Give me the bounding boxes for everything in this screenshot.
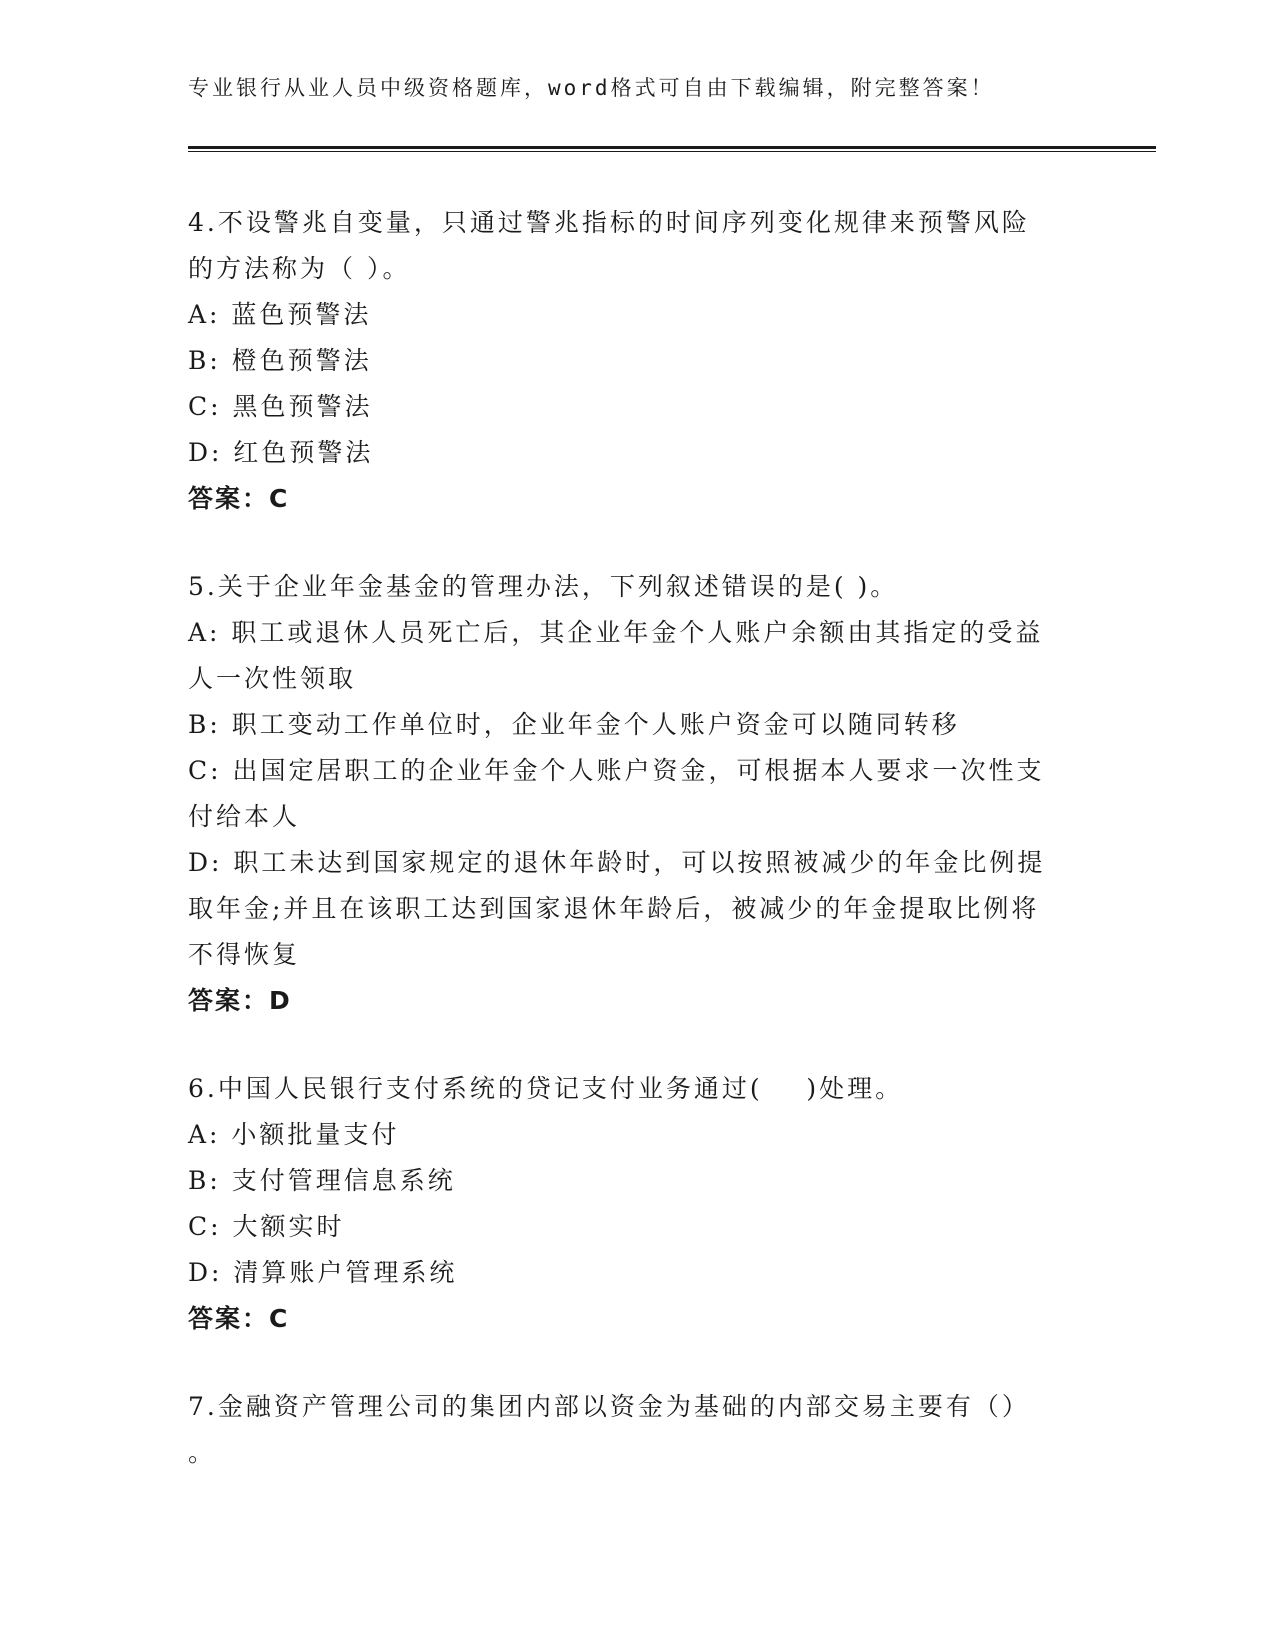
option-d: D: 清算账户管理系统 (188, 1258, 458, 1287)
question-stem-line: 5.关于企业年金基金的管理办法，下列叙述错误的是( )。 (188, 572, 899, 601)
option-b: B: 支付管理信息系统 (188, 1166, 456, 1195)
question-list (188, 200, 1088, 1518)
question-stem-line: 4.不设警兆自变量，只通过警兆指标的时间序列变化规律来预警风险 (188, 208, 1030, 237)
option-a: A: 蓝色预警法 (188, 300, 372, 329)
option-a: A: 职工或退休人员死亡后，其企业年金个人账户余额由其指定的受益 (188, 618, 1044, 647)
option-b: B: 职工变动工作单位时，企业年金个人账户资金可以随同转移 (188, 710, 960, 739)
answer-label: 答案：D (188, 986, 292, 1015)
question-stem-line: 6.中国人民银行支付系统的贷记支付业务通过( )处理。 (188, 1074, 904, 1103)
option-c: C: 出国定居职工的企业年金个人账户资金，可根据本人要求一次性支 (188, 756, 1045, 785)
question-4 (188, 200, 1088, 522)
answer-label: 答案：C (188, 1304, 290, 1333)
question-stem-line: 的方法称为（ ）。 (188, 254, 411, 283)
option-c-continued: 付给本人 (188, 802, 301, 831)
option-d-continued: 不得恢复 (188, 940, 301, 969)
option-c: C: 大额实时 (188, 1212, 345, 1241)
question-6 (188, 1066, 1088, 1342)
option-a-continued: 人一次性领取 (188, 664, 357, 693)
question-stem-line: 。 (188, 1438, 217, 1467)
question-stem-line: 7.金融资产管理公司的集团内部以资金为基础的内部交易主要有（） (188, 1392, 1030, 1421)
option-d: D: 职工未达到国家规定的退休年龄时，可以按照被减少的年金比例提 (188, 848, 1046, 877)
option-d: D: 红色预警法 (188, 438, 374, 467)
page-header: 专业银行从业人员中级资格题库，word格式可自由下载编辑，附完整答案！ (188, 76, 995, 100)
answer-label: 答案：C (188, 484, 290, 513)
option-c: C: 黑色预警法 (188, 392, 373, 421)
option-a: A: 小额批量支付 (188, 1120, 400, 1149)
question-7 (188, 1384, 1088, 1476)
header-divider (188, 146, 1156, 152)
question-5 (188, 564, 1088, 1024)
option-d-continued: 取年金;并且在该职工达到国家退休年龄后，被减少的年金提取比例将 (188, 894, 1040, 923)
option-b: B: 橙色预警法 (188, 346, 372, 375)
